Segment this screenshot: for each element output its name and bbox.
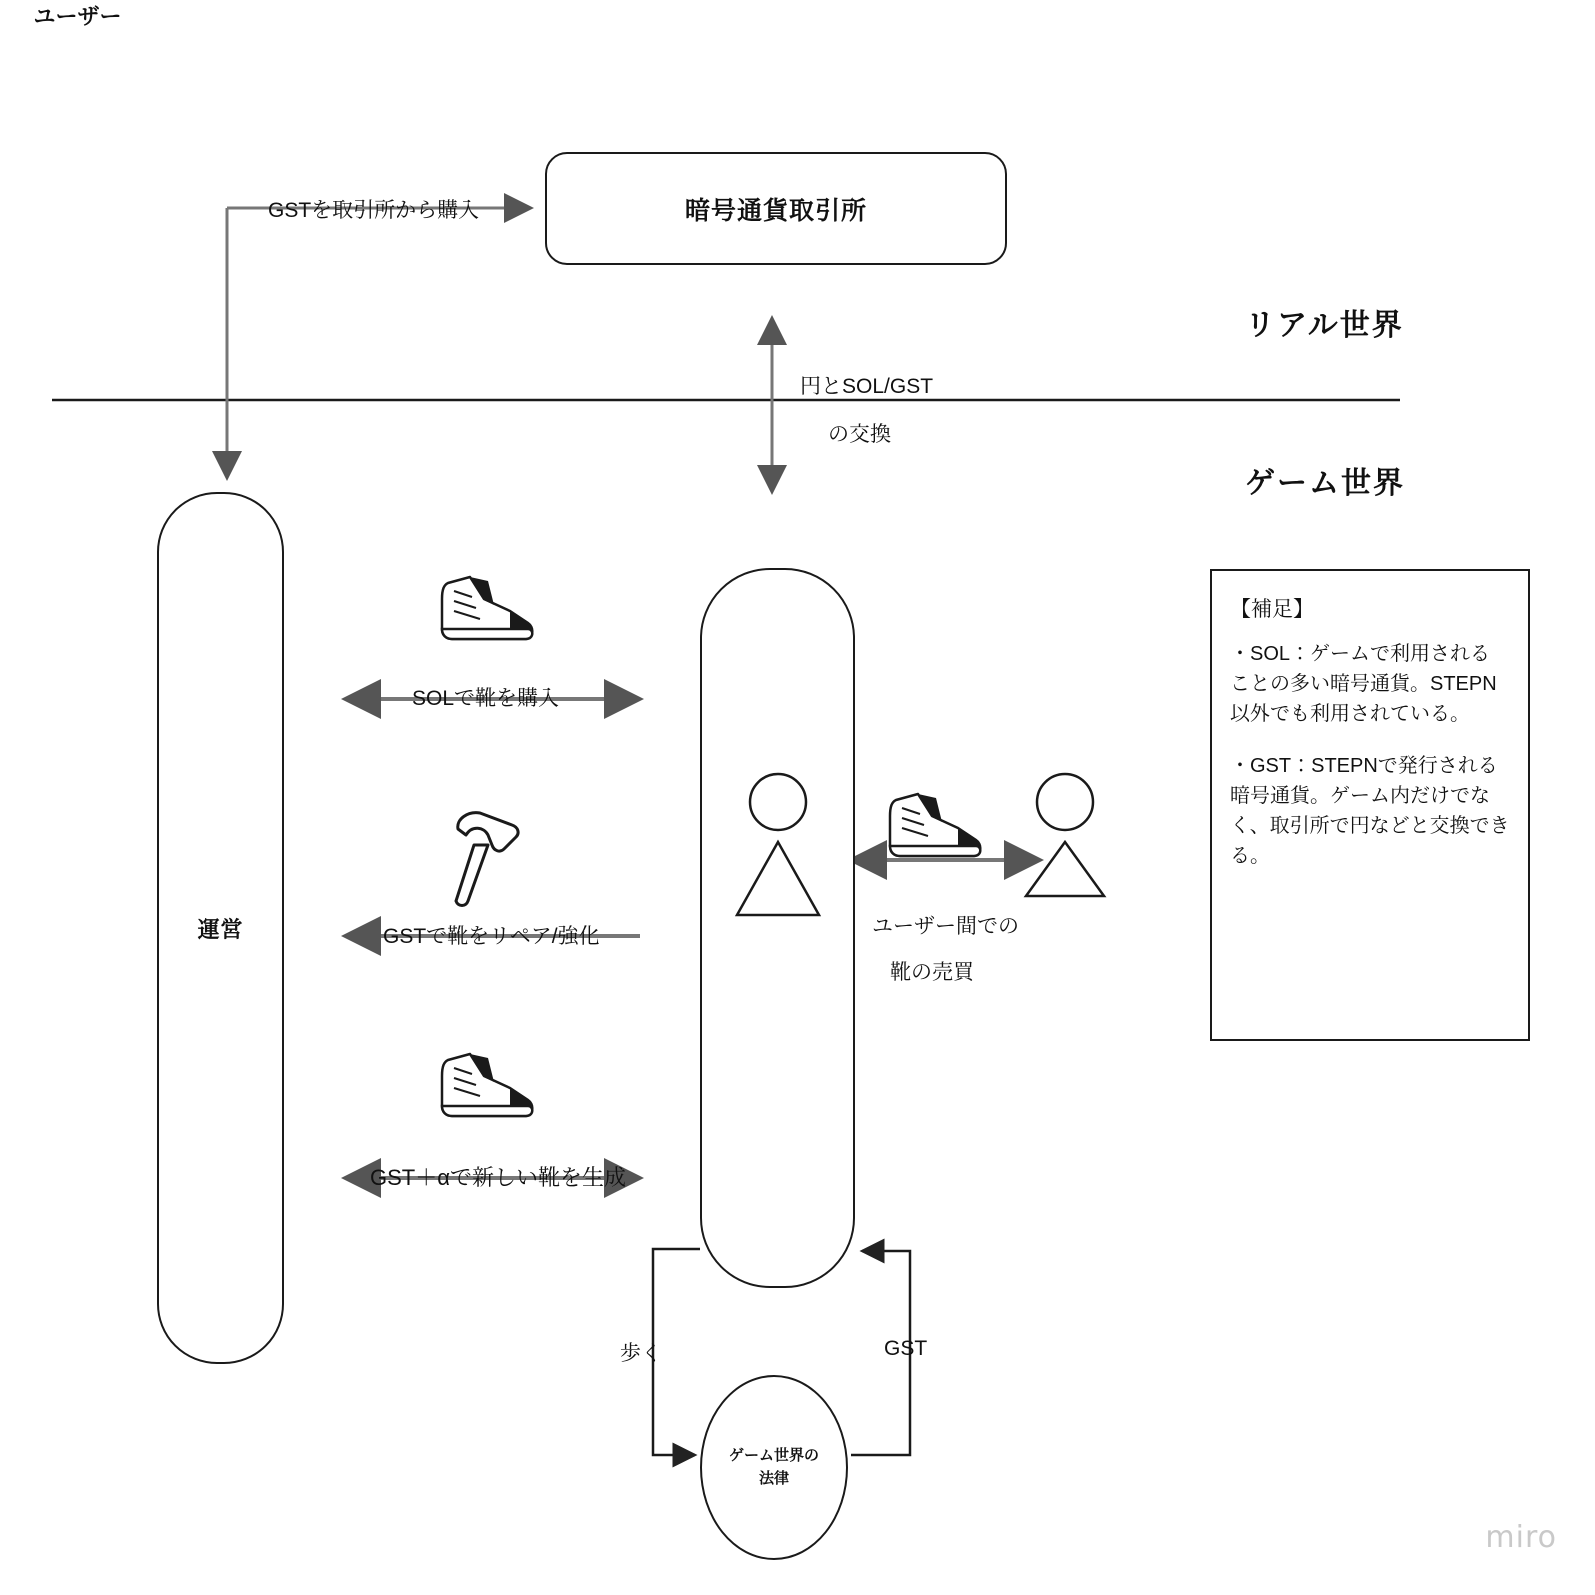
hammer-icon	[438, 805, 538, 915]
node-operator[interactable]	[157, 492, 284, 1364]
edge-label-yen-sol-gst-1: 円とSOL/GST	[800, 375, 934, 398]
node-operator-label: 運営	[197, 916, 244, 942]
node-crypto-exchange[interactable]	[545, 152, 1007, 265]
note-panel	[1210, 569, 1530, 1041]
person-icon-peer	[1010, 770, 1120, 905]
node-game-world-law[interactable]	[700, 1375, 848, 1560]
edge-label-yen-sol-gst-2: の交換	[828, 423, 891, 446]
node-crypto-exchange-label: 暗号通貨取引所	[684, 196, 867, 225]
label-game-world: ゲーム世界	[1245, 467, 1405, 500]
edge-label-gst: GST	[884, 1337, 928, 1360]
sneaker-icon-trade	[880, 782, 990, 877]
edge-label-p2p-2: 靴の売買	[890, 961, 974, 984]
edge-label-buy-shoes-sol: SOLで靴を購入	[412, 687, 560, 710]
sneaker-icon-buy	[432, 565, 542, 660]
note-gst: ・GST：STEPNで発行される暗号通貨。ゲーム内だけでなく、取引所で円などと交換できる。	[1230, 755, 1510, 867]
sneaker-icon-mint	[432, 1042, 542, 1137]
edge-label-p2p-1: ユーザー間での	[872, 915, 1019, 938]
note-sol: ・SOL：ゲームで利用されることの多い暗号通貨。STEPN以外でも利用されている。	[1230, 643, 1497, 725]
node-user-label: ユーザー	[33, 4, 122, 29]
person-icon	[723, 770, 833, 935]
node-game-world-law-line2: 法律	[758, 1469, 789, 1487]
edge-label-mint-shoes: GST＋αで新しい靴を生成	[370, 1165, 626, 1190]
miro-watermark: miro	[1485, 1520, 1557, 1555]
label-real-world: リアル世界	[1245, 309, 1404, 342]
edge-label-buy-gst: GSTを取引所から購入	[268, 199, 480, 222]
edge-label-walk: 歩く	[620, 1342, 662, 1365]
note-title: 【補足】	[1230, 598, 1314, 621]
node-game-world-law-line1: ゲーム世界の	[728, 1447, 819, 1464]
edge-label-repair-gst: GSTで靴をリペア/強化	[383, 925, 600, 948]
